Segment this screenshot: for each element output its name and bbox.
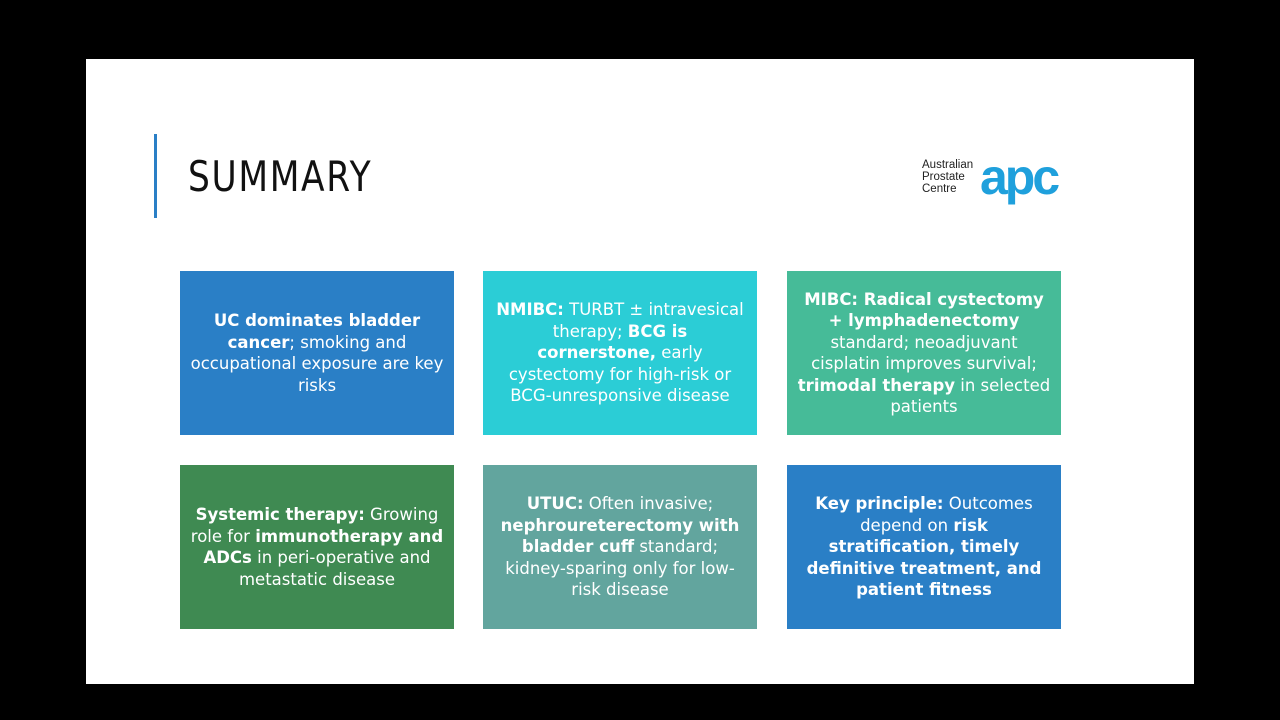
card-text-bold: trimodal therapy bbox=[797, 375, 956, 395]
card-text-bold: UC dominates bladder cancer bbox=[213, 311, 421, 352]
card-text-regular: Growing role for bbox=[190, 505, 439, 546]
logo-line-1: Australian bbox=[922, 159, 974, 171]
card-text bbox=[188, 310, 446, 396]
card-text-bold: NMIBC: bbox=[496, 300, 564, 320]
card-text-bold: Key principle: bbox=[815, 494, 944, 514]
card-text-regular: standard; kidney-sparing only for low-risk disease bbox=[505, 537, 735, 600]
summary-card-uc bbox=[180, 271, 454, 435]
card-text-regular: TURBT ± intravesical therapy; bbox=[552, 300, 744, 341]
card-text bbox=[491, 299, 749, 407]
card-text-bold: immunotherapy and ADCs bbox=[203, 526, 444, 567]
card-text bbox=[795, 493, 1053, 601]
card-text bbox=[491, 493, 749, 601]
slide-title: SUMMARY bbox=[188, 152, 373, 201]
card-text bbox=[795, 289, 1053, 418]
card-text-regular: in selected patients bbox=[890, 375, 1051, 416]
apc-logo bbox=[922, 149, 1064, 205]
card-text-regular: standard; neoadjuvant cisplatin improves survival; bbox=[811, 332, 1037, 373]
card-text-bold: MIBC: Radical cystectomy + lymphadenectomy bbox=[804, 289, 1044, 330]
card-text-bold: BCG is cornerstone, bbox=[537, 321, 688, 363]
logo-wordmark bbox=[922, 159, 973, 195]
card-text-regular: Outcomes depend on bbox=[860, 494, 1033, 535]
logo-line-3: Centre bbox=[922, 183, 957, 195]
card-text-bold: risk stratification, timely definitive treatment, and patient fitness bbox=[806, 515, 1042, 600]
summary-card-mibc bbox=[787, 271, 1061, 435]
slide bbox=[86, 59, 1194, 684]
card-text-regular: in peri-operative and metastatic disease bbox=[238, 548, 431, 589]
card-text-regular: Often invasive; bbox=[583, 494, 714, 514]
card-text-bold: Systemic therapy: bbox=[195, 505, 365, 524]
summary-card-systemic-therapy bbox=[180, 465, 454, 629]
logo-mark: apc bbox=[980, 149, 1058, 205]
summary-card-utuc bbox=[483, 465, 757, 629]
card-text-bold: UTUC: bbox=[526, 494, 584, 514]
title-accent-bar bbox=[154, 134, 157, 218]
card-text bbox=[188, 504, 446, 590]
card-text-bold: nephroureterectomy with bladder cuff bbox=[500, 515, 740, 557]
logo-line-2: Prostate bbox=[922, 171, 965, 183]
card-text-regular: ; smoking and occupational exposure are key risks bbox=[190, 332, 444, 395]
summary-card-key-principle bbox=[787, 465, 1061, 629]
summary-card-nmibc bbox=[483, 271, 757, 435]
card-text-regular: early cystectomy for high-risk or BCG-unresponsive disease bbox=[508, 343, 732, 406]
